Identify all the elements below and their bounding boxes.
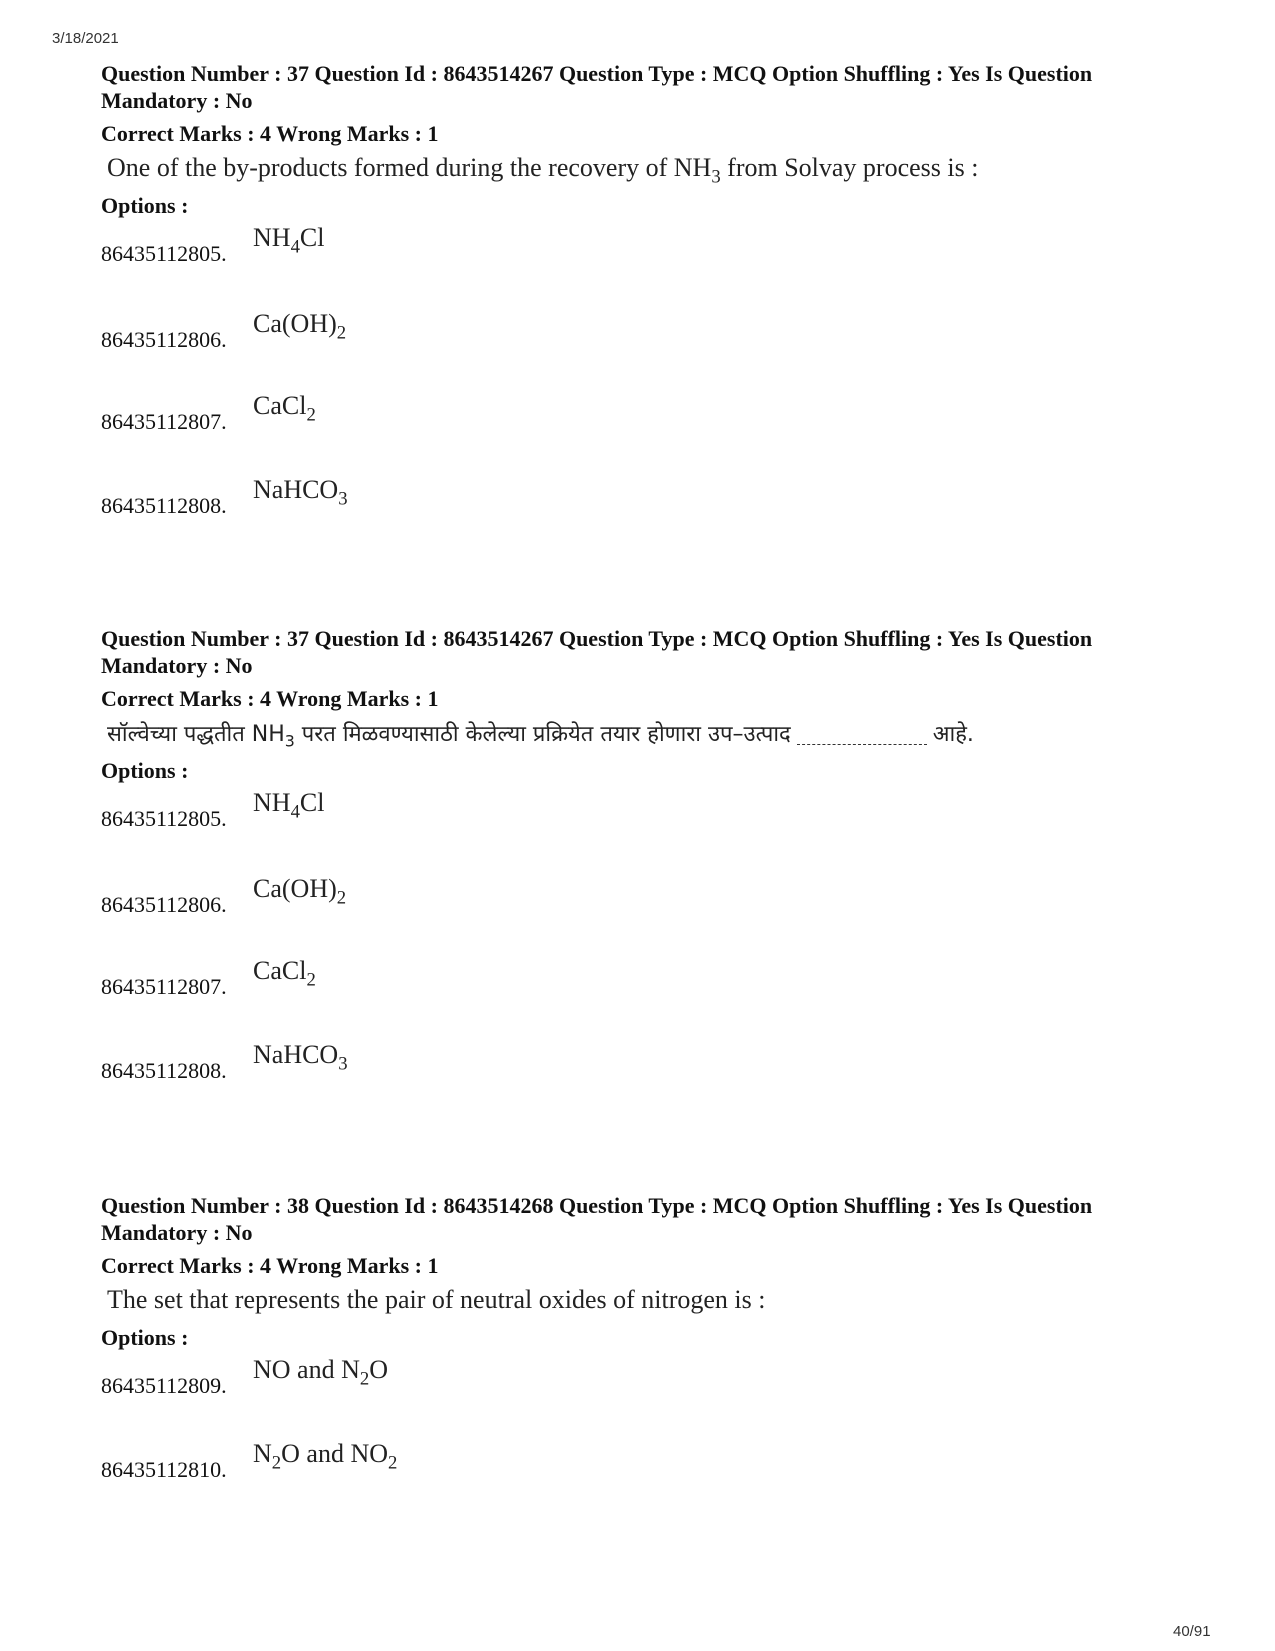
options-label: Options : xyxy=(101,758,189,783)
question-block-3 xyxy=(101,1192,1181,1511)
page-number: 40/91 xyxy=(1173,1623,1211,1640)
option-id: 86435112808. xyxy=(101,493,227,518)
option-answer: CaCl$_2$ xyxy=(253,391,316,426)
options-list xyxy=(101,1351,1181,1511)
options-label: Options : xyxy=(101,193,189,218)
option-answer: $N_2O$ and $NO_2$ xyxy=(253,1439,398,1474)
question-text: One of the by-products formed during the recovery of $NH_3$ from Solvay process is : xyxy=(107,153,979,188)
question-block-1 xyxy=(101,60,1181,539)
print-date: 3/18/2021 xyxy=(52,30,119,47)
option-answer: $Ca(OH)_2$ xyxy=(253,874,347,909)
option-id: 86435112805. xyxy=(101,806,227,831)
option-answer: $NH_4Cl$ xyxy=(253,223,325,258)
option-id: 86435112810. xyxy=(101,1457,227,1482)
option-answer: NaHCO$_3$ xyxy=(253,475,348,510)
option-id: 86435112806. xyxy=(101,892,227,917)
option-answer: NaHCO$_3$ xyxy=(253,1040,348,1075)
options-list xyxy=(101,219,1181,539)
question-marks: Correct Marks : 4 Wrong Marks : 1 xyxy=(101,1253,439,1278)
option-answer: CaCl$_2$ xyxy=(253,956,316,991)
options-label: Options : xyxy=(101,1325,189,1350)
question-text: The set that represents the pair of neutral oxides of nitrogen is : xyxy=(107,1285,766,1314)
question-meta: Question Number : 38 Question Id : 8643514268 Question Type : MCQ Option Shuffling : Yes Is Question Mandatory : No xyxy=(101,1193,1093,1245)
option-id: 86435112805. xyxy=(101,241,227,266)
option-id: 86435112806. xyxy=(101,327,227,352)
question-marks: Correct Marks : 4 Wrong Marks : 1 xyxy=(101,121,439,146)
question-meta: Question Number : 37 Question Id : 8643514267 Question Type : MCQ Option Shuffling : Yes Is Question Mandatory : No xyxy=(101,626,1093,678)
question-block-2 xyxy=(101,625,1181,1104)
option-id: 86435112808. xyxy=(101,1058,227,1083)
option-answer: $Ca(OH)_2$ xyxy=(253,309,347,344)
question-meta: Question Number : 37 Question Id : 8643514267 Question Type : MCQ Option Shuffling : Yes Is Question Mandatory : No xyxy=(101,61,1093,113)
options-list xyxy=(101,784,1181,1104)
answer-blank xyxy=(797,744,927,745)
question-text: सॉल्वेच्या पद्धतीत $NH_3$ परत मिळवण्यासाठी केलेल्या प्रक्रियेत तयार होणारा उप–उत्पाद आहे. xyxy=(107,722,974,751)
option-id: 86435112809. xyxy=(101,1373,227,1398)
option-id: 86435112807. xyxy=(101,974,227,999)
option-id: 86435112807. xyxy=(101,409,227,434)
question-marks: Correct Marks : 4 Wrong Marks : 1 xyxy=(101,686,439,711)
option-answer: $NH_4Cl$ xyxy=(253,788,325,823)
option-answer: NO and $N_2O$ xyxy=(253,1355,389,1390)
